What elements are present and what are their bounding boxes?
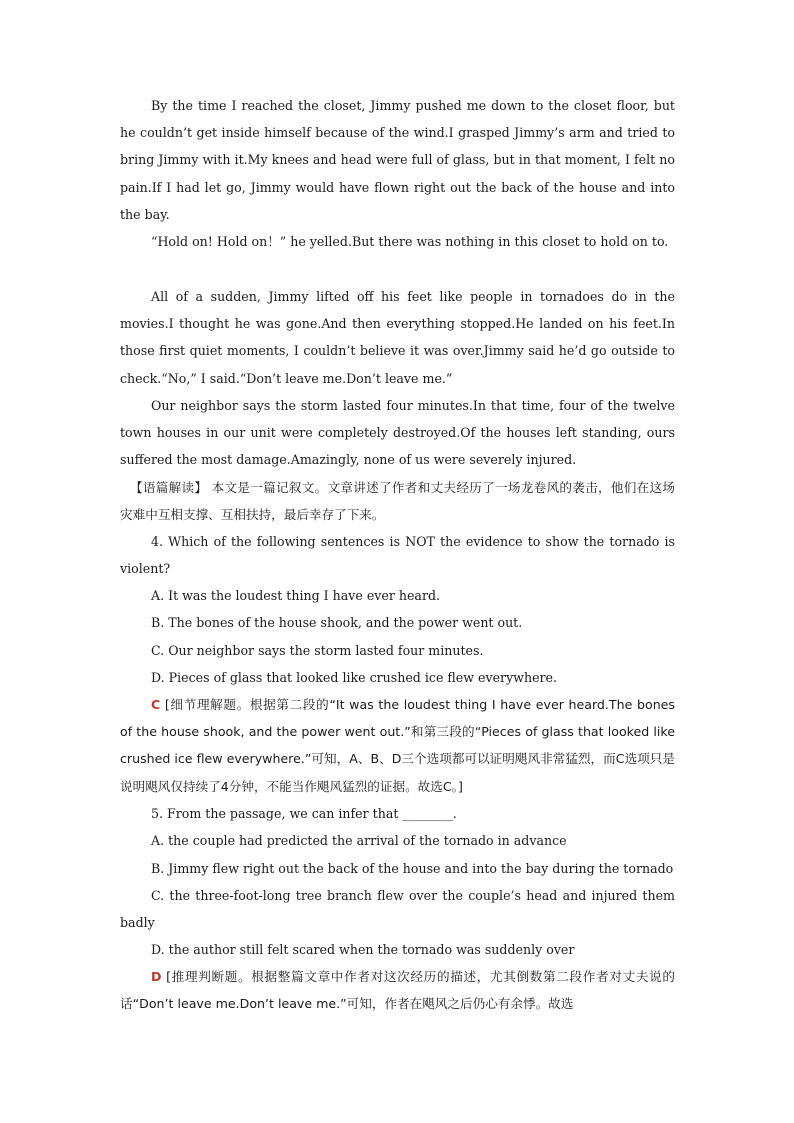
paragraph-text: Our neighbor says the storm lasted four minutes.In that time, four of the twelve town houses in our unit were completely destroyed.Of the houses left standing, ours suffered the most damage.Amazingly, none of us were severely injured. xyxy=(120,398,675,468)
passage-paragraph-4 xyxy=(120,392,675,474)
question-5-stem xyxy=(120,800,675,827)
q4-explanation xyxy=(120,691,675,800)
passage-paragraph-2 xyxy=(120,228,675,255)
q4-explanation-text: [细节理解题。根据第二段的“It was the loudest thing I have ever heard.The bones of the house shook, and the power went out.”和第三段的“Pieces of glass that looked like crushed ice flew everywhere.”可知，A、B、D三个选项都可以证明飓风非常猛烈，而C选项只是说明飓风仅持续了4分钟，不能当作飓风猛烈的证据。故选C。] xyxy=(120,697,675,794)
q5-option-c-wrap xyxy=(120,882,675,936)
q5-answer: D xyxy=(151,969,162,984)
q5-option-d: D. the author still felt scared when the tornado was suddenly over xyxy=(151,942,575,957)
q4-option-b: B. The bones of the house shook, and the power went out. xyxy=(151,615,523,630)
q4-answer: C xyxy=(151,697,161,712)
q5-option-b: B. Jimmy flew right out the back of the house and into the bay during the tornado xyxy=(151,861,674,876)
paragraph-text: All of a sudden, Jimmy lifted off his feet like people in tornadoes do in the movies.I thought he was gone.And then everything stopped.He landed on his feet.In those first quiet moments, I couldn’t believe it was over.Jimmy said he’d go outside to check.“No,” I said.“Don’t leave me.Don’t leave me.” xyxy=(120,289,675,386)
analysis-label: 【语篇解读】 xyxy=(130,480,208,495)
q4-option-d: D. Pieces of glass that looked like crushed ice flew everywhere. xyxy=(151,670,558,685)
paragraph-text: “Hold on! Hold on！” he yelled.But there was nothing in this closet to hold on to. xyxy=(151,234,669,249)
q5-option-a: A. the couple had predicted the arrival of the tornado in advance xyxy=(151,833,567,848)
q4-option-a: A. It was the loudest thing I have ever heard. xyxy=(151,588,441,603)
q5-option-c: C. the three-foot-long tree branch flew over the couple’s head and injured them badly xyxy=(120,888,675,931)
question-text: 4. Which of the following sentences is NOT the evidence to show the tornado is violent? xyxy=(120,534,675,577)
analysis-text: 本文是一篇记叙文。文章讲述了作者和丈夫经历了一场龙卷风的袭击，他们在这场灾难中互相支撑、互相扶持，最后幸存了下来。 xyxy=(120,480,676,523)
question-text: 5. From the passage, we can infer that ________. xyxy=(151,806,457,821)
q5-explanation-text: [推理判断题。根据整篇文章中作者对这次经历的描述，尤其倒数第二段作者对丈夫说的话“Don’t leave me.Don’t leave me.”可知，作者在飓风之后仍心有余悸。故选 xyxy=(120,969,675,1012)
q4-option-c: C. Our neighbor says the storm lasted four minutes. xyxy=(151,643,484,658)
passage-paragraph-3 xyxy=(120,283,675,392)
question-4-stem xyxy=(120,528,675,582)
passage-paragraph-1 xyxy=(120,92,675,228)
discourse-analysis xyxy=(120,474,675,528)
q5-explanation xyxy=(120,963,675,1017)
paragraph-text: By the time I reached the closet, Jimmy pushed me down to the closet floor, but he couldn’t get inside himself because of the wind.I grasped Jimmy’s arm and tried to bring Jimmy with it.My knees and head were full of glass, but in that moment, I felt no pain.If I had let go, Jimmy would have flown right out the back of the house and into the bay. xyxy=(120,98,675,222)
